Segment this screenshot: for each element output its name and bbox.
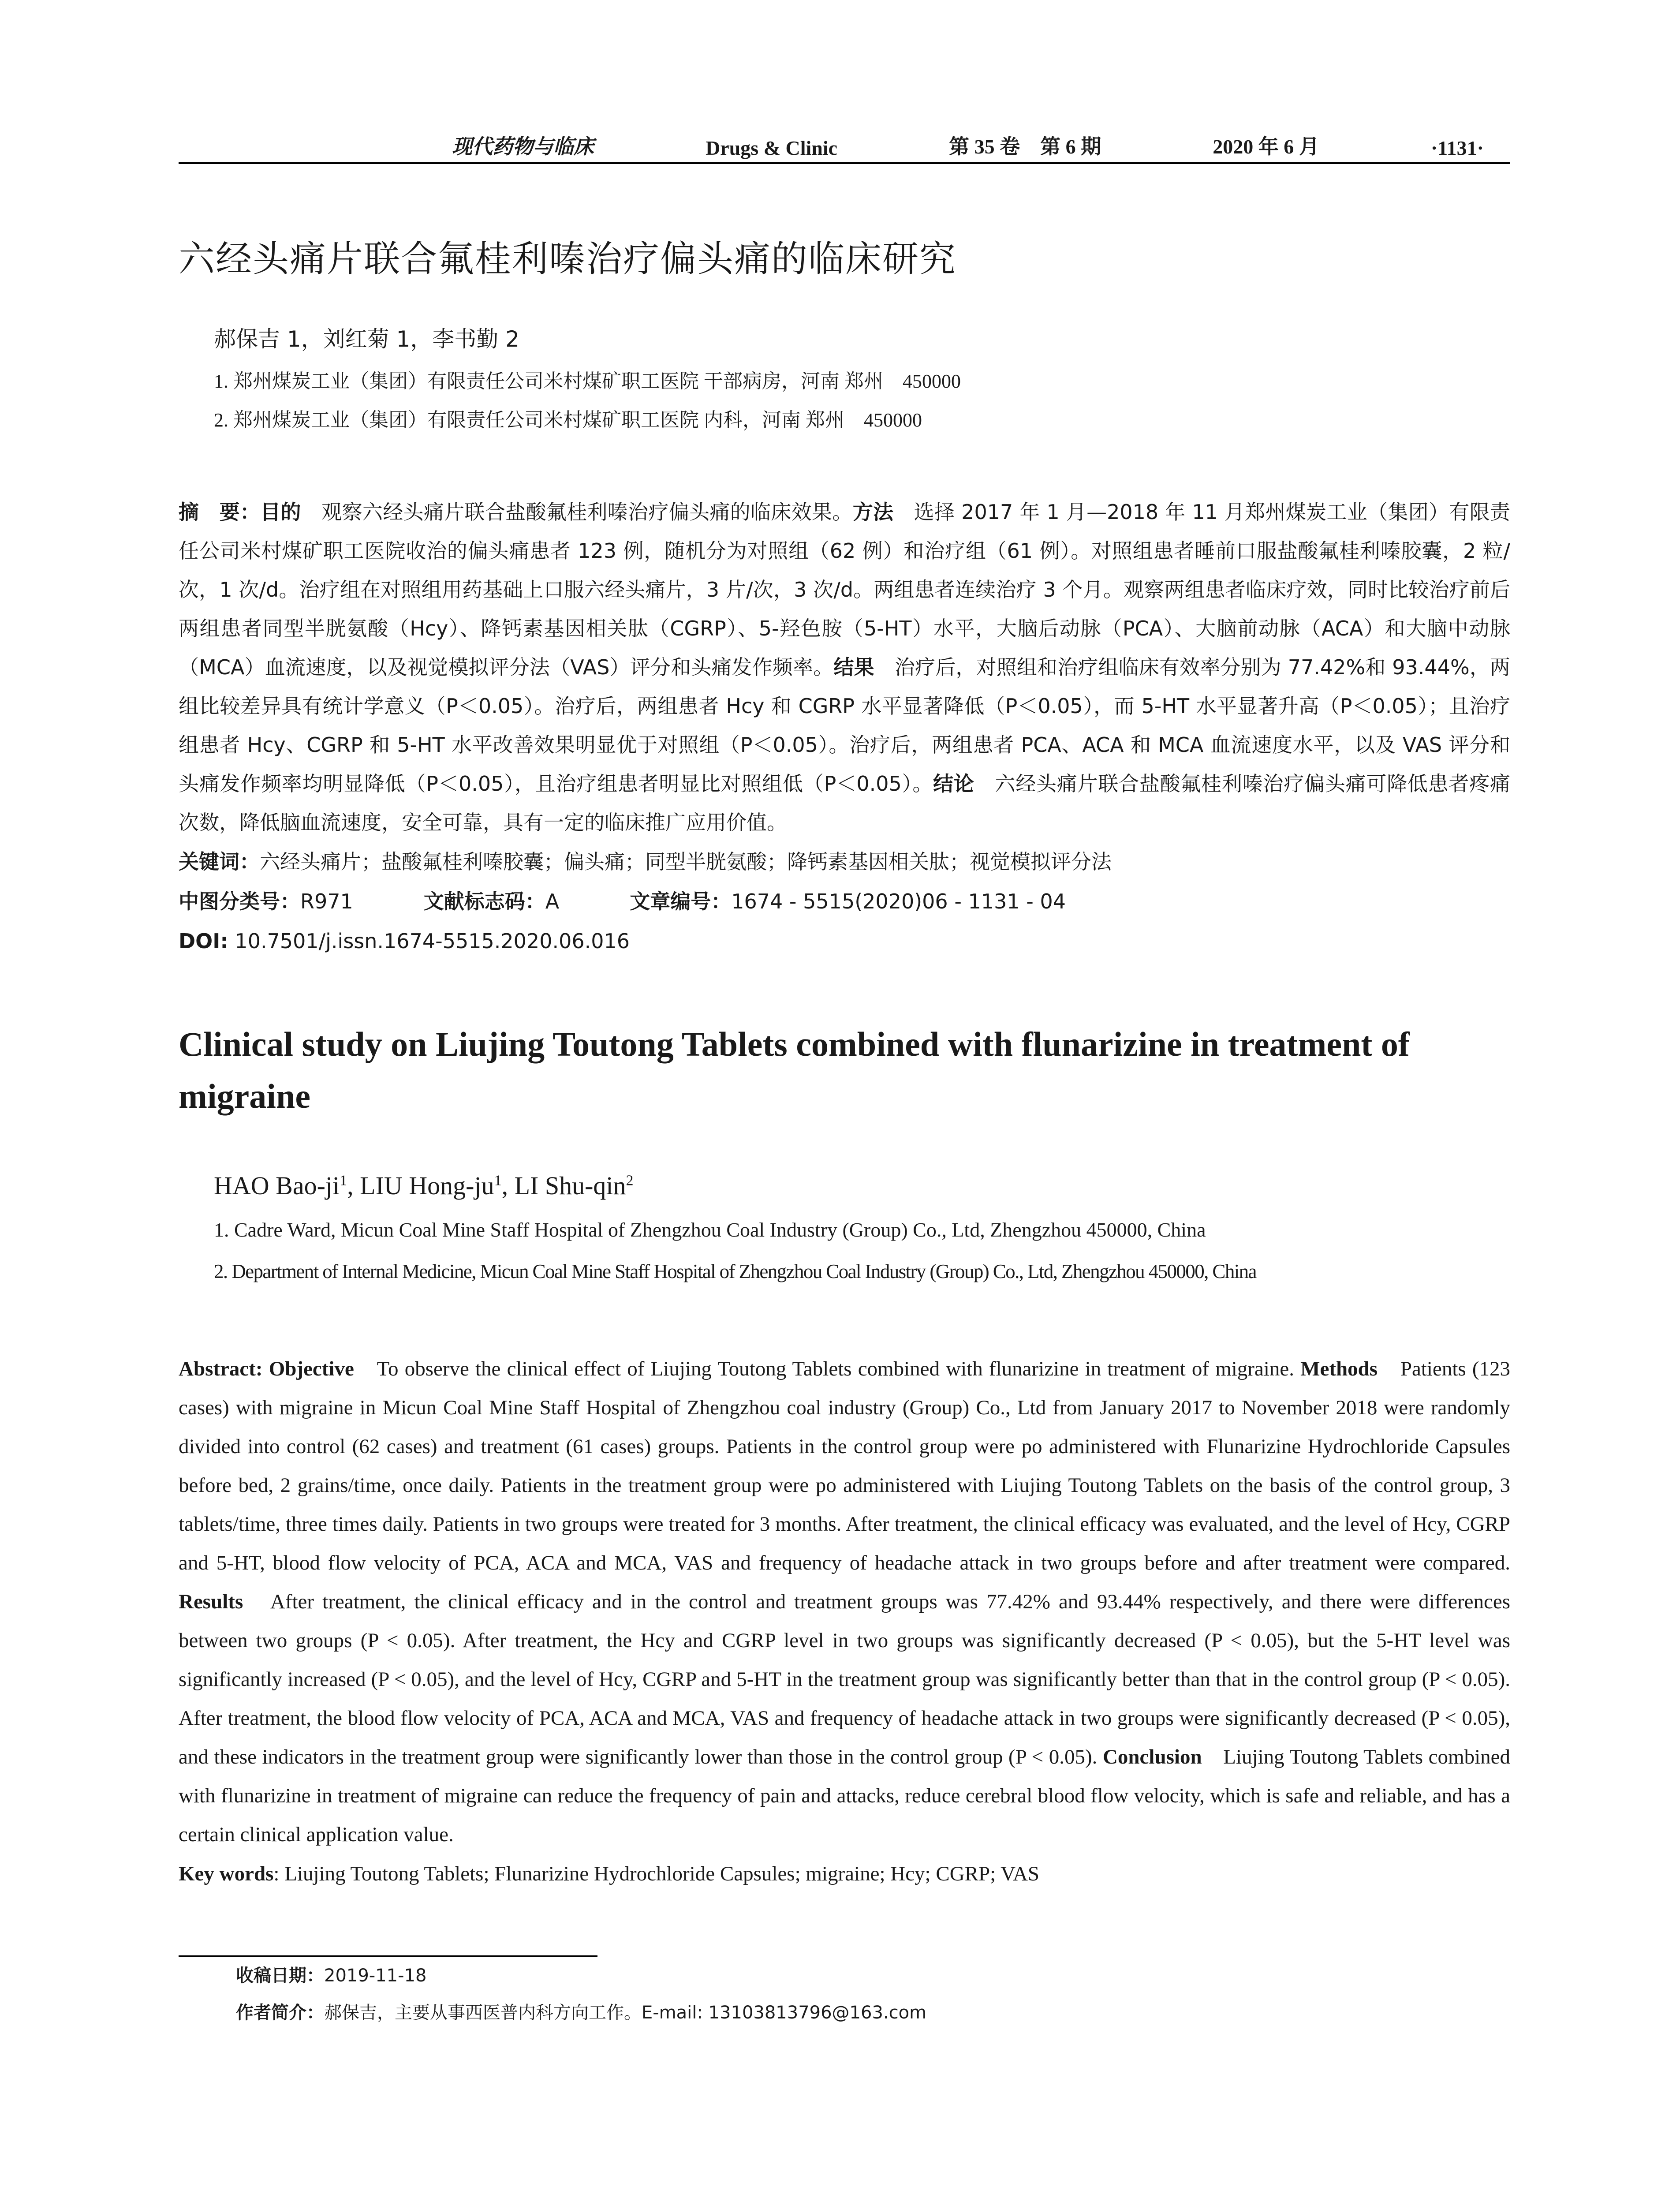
issue: 第 6 期	[1040, 135, 1101, 158]
footnote-received: 收稿日期：2019-11-18	[236, 1966, 427, 1986]
results-cn-label: 结果	[833, 655, 874, 679]
affiliation-cn-2: 2. 郑州煤炭工业（集团）有限责任公司米村煤矿职工医院 内科，河南 郑州 450000	[214, 409, 922, 431]
conclusion-en: Liujing Toutong Tablets combined with flunarizine in treatment of migraine can reduce the frequency of pain and attacks, reduce cerebral blood flow velocity, which is safe and reliable, and has a certain clinical application value.	[179, 1745, 1510, 1846]
doi-value: 10.7501/j.issn.1674-5515.2020.06.016	[228, 929, 630, 953]
objective-cn-label: 目的	[260, 500, 301, 524]
objective-cn: 观察六经头痛片联合盐酸氟桂利嗪治疗偏头痛的临床效果。	[301, 500, 853, 524]
results-en: After treatment, the clinical efficacy and in the control and treatment groups was 77.42% and 93.44% respectively, and there were differences between two groups (P < 0.05). After treatment, the Hcy and CGRP level in two groups was significantly decreased (P < 0.05), but the 5-HT level was significantly increased (P < 0.05), and the level of Hcy, CGRP and 5-HT in the treatment group was significantly better than that in the control group (P < 0.05). After treatment, the blood flow velocity of PCA, ACA and MCA, VAS and frequency of headache attack in two groups were significantly decreased (P < 0.05), and these indicators in the treatment group were significantly lower than those in the control group (P < 0.05).	[179, 1590, 1510, 1768]
keywords-cn	[179, 842, 1510, 882]
journal-title-en: Drugs & Clinic	[706, 137, 838, 159]
author-en-1: HAO Bao-ji	[214, 1171, 340, 1200]
article-number: 文章编号：1674 - 5515(2020)06 - 1131 - 04	[630, 889, 1066, 913]
objective-en-label: Objective	[269, 1357, 354, 1380]
page-number: ·1131·	[1430, 137, 1484, 159]
keywords-cn-text: 六经头痛片；盐酸氟桂利嗪胶囊；偏头痛；同型半胱氨酸；降钙素基因相关肽；视觉模拟评分法	[260, 850, 1112, 874]
authors-cn: 郝保吉 1，刘红菊 1，李书勤 2	[214, 326, 520, 352]
volume-issue	[949, 131, 1101, 160]
conclusion-en-label: Conclusion	[1102, 1745, 1202, 1768]
affiliation-cn-1: 1. 郑州煤炭工业（集团）有限责任公司米村煤矿职工医院 干部病房，河南 郑州 450000	[214, 370, 961, 392]
classification-cn	[179, 882, 1510, 921]
affiliation-en-1: 1. Cadre Ward, Micun Coal Mine Staff Hospital of Zhengzhou Coal Industry (Group) Co., Ltd, Zhengzhou 450000, China	[214, 1218, 1206, 1241]
running-header	[179, 132, 1510, 164]
article-page	[179, 132, 1510, 2031]
methods-en: Patients (123 cases) with migraine in Micun Coal Mine Staff Hospital of Zhengzhou coal industry (Group) Co., Ltd from January 2017 to November 2018 were randomly divided into control (62 cases) and treatment (61 cases) groups. Patients in the control group were po administered with Flunarizine Hydrochloride Capsules before bed, 2 grains/time, once daily. Patients in the treatment group were po administered with Liujing Toutong Tablets on the basis of the control group, 3 tablets/time, three times daily. Patients in two groups were treated for 3 months. After treatment, the clinical efficacy was evaluated, and the level of Hcy, CGRP and 5-HT, blood flow velocity of PCA, ACA and MCA, VAS and frequency of headache attack in two groups before and after treatment were compared.	[179, 1357, 1510, 1574]
abstract-en	[179, 1349, 1510, 1854]
title-en: Clinical study on Liujing Toutong Tablets combined with flunarizine in treatment of migraine	[179, 1025, 1410, 1115]
doi-label: DOI:	[179, 929, 228, 953]
footnote-author-bio: 作者简介：郝保吉，主要从事西医普内科方向工作。E-mail: 13103813796@163.com	[236, 2003, 927, 2023]
abstract-en-label: Abstract:	[179, 1357, 269, 1380]
abstract-cn	[179, 493, 1510, 842]
keywords-en-label: Key words	[179, 1862, 274, 1885]
authors-en: HAO Bao-$ji^1$, LIU Hong-$ju^1$, LI Shu-qin$^2$	[214, 1171, 634, 1200]
methods-en-label: Methods	[1300, 1357, 1378, 1380]
results-cn: 治疗后，对照组和治疗组临床有效率分别为 77.42%和 93.44%，两组比较差异具有统计学意义（P＜0.05）。治疗后，两组患者 Hcy 和 CGRP 水平显著降低（P＜0.05），而 5-HT 水平显著升高（P＜0.05）；且治疗组患者 Hcy、CGRP 和 5-HT 水平改善效果明显优于对照组（P＜0.05）。治疗后，两组患者 PCA、ACA 和 MCA 血流速度水平，以及 VAS 评分和头痛发作频率均明显降低（P＜0.05），且治疗组患者明显比对照组低（P＜0.05）。	[179, 655, 1510, 796]
volume: 第 35 卷	[949, 135, 1020, 158]
clc-code: 中图分类号：R971	[179, 889, 353, 913]
affiliation-en-2: 2. Department of Internal Medicine, Micun Coal Mine Staff Hospital of Zhengzhou Coal Industry (Group) Co., Ltd, Zhengzhou 450000, China	[214, 1260, 1256, 1282]
title-cn: 六经头痛片联合氟桂利嗪治疗偏头痛的临床研究	[179, 238, 957, 280]
publication-date: 2020 年 6 月	[1213, 135, 1319, 158]
journal-title-cn: 现代药物与临床	[452, 135, 594, 158]
keywords-cn-label: 关键词：	[179, 850, 260, 874]
keywords-en	[179, 1854, 1510, 1894]
methods-cn: 选择 2017 年 1 月—2018 年 11 月郑州煤炭工业（集团）有限责任公司米村煤矿职工医院收治的偏头痛患者 123 例，随机分为对照组（62 例）和治疗组（61 例）。对照组患者睡前口服盐酸氟桂利嗪胶囊，2 粒/次，1 次/d。治疗组在对照组用药基础上口服六经头痛片，3 片/次，3 次/d。两组患者连续治疗 3 个月。观察两组患者临床疗效，同时比较治疗前后两组患者同型半胱氨酸（Hcy）、降钙素基因相关肽（CGRP）、5-羟色胺（5-HT）水平，大脑后动脉（PCA）、大脑前动脉（ACA）和大脑中动脉（MCA）血流速度，以及视觉模拟评分法（VAS）评分和头痛发作频率。	[179, 500, 1511, 679]
author-en-3: LI Shu-qin	[514, 1171, 626, 1200]
methods-cn-label: 方法	[852, 500, 894, 524]
doi	[179, 921, 1510, 961]
document-code: 文献标志码：A	[423, 889, 560, 913]
keywords-en-text: : Liujing Toutong Tablets; Flunarizine Hydrochloride Capsules; migraine; Hcy; CGRP; VAS	[273, 1862, 1040, 1885]
conclusion-cn: 六经头痛片联合盐酸氟桂利嗪治疗偏头痛可降低患者疼痛次数，降低脑血流速度，安全可靠，具有一定的临床推广应用价值。	[179, 772, 1511, 834]
results-en-label: Results	[179, 1590, 243, 1613]
abstract-cn-label: 摘 要：	[179, 500, 261, 524]
author-en-2: LIU Hong-ju	[360, 1171, 494, 1200]
conclusion-cn-label: 结论	[933, 772, 974, 796]
objective-en: To observe the clinical effect of Liujing Toutong Tablets combined with flunarizine in treatment of migraine.	[354, 1357, 1301, 1380]
